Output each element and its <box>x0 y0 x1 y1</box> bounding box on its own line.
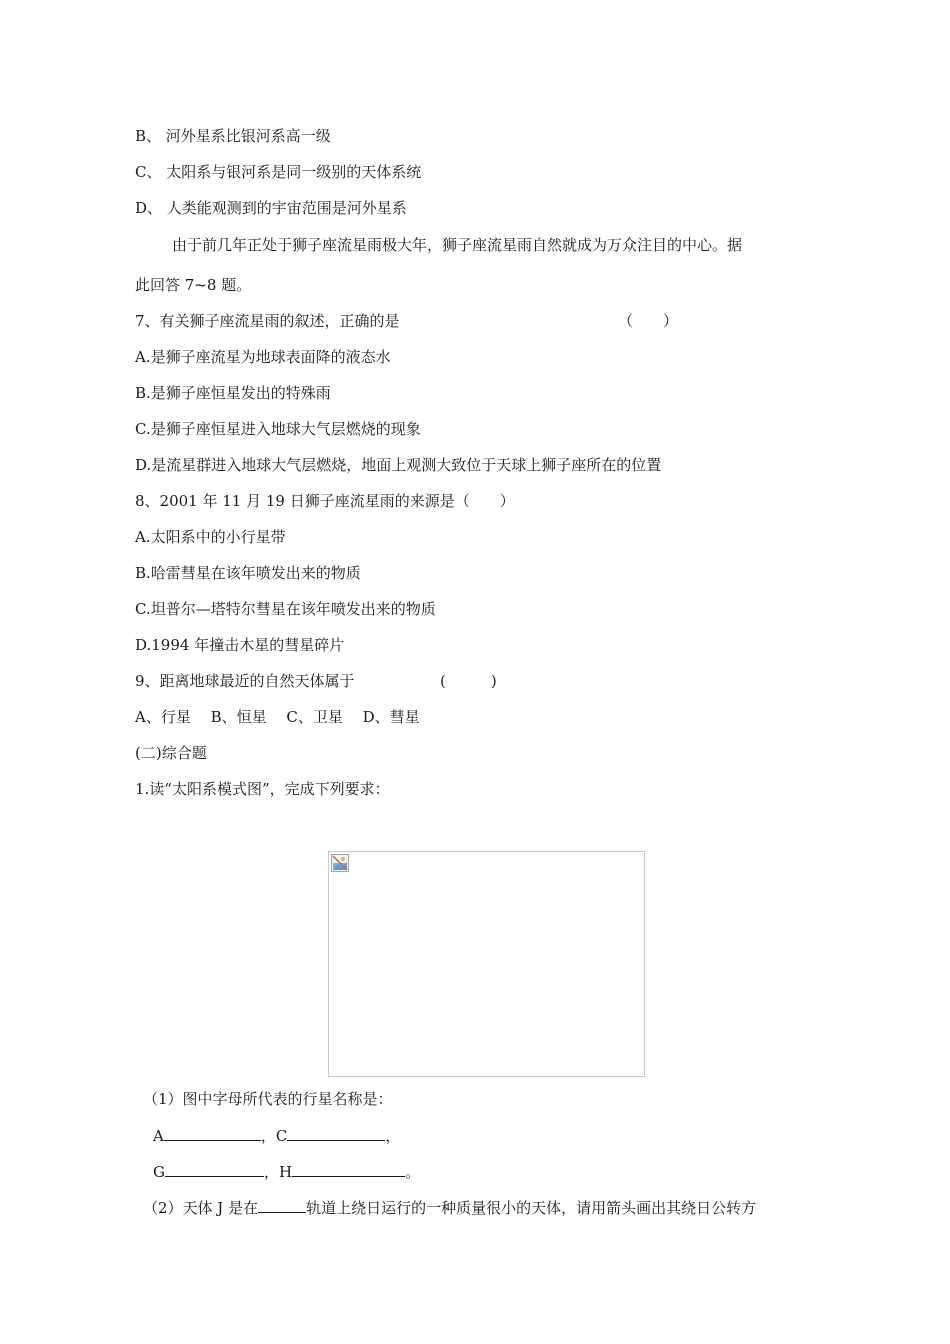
subquestion-2-start: （2）天体 J 是在 <box>143 1199 259 1217</box>
question-7-option-b: B.是狮子座恒星发出的特殊雨 <box>135 384 331 402</box>
intro-paragraph-line1: 由于前几年正处于狮子座流星雨极大年，狮子座流星雨自然就成为万众注目的中心。据 <box>172 236 743 254</box>
separator: ， <box>263 1163 279 1181</box>
question-7-option-a: A.是狮子座流星为地球表面降的液态水 <box>135 348 391 366</box>
question-9-stem: 9、距离地球最近的自然天体属于 <box>135 672 355 690</box>
subquestion-1: （1）图中字母所代表的行星名称是： <box>143 1090 393 1108</box>
solar-system-diagram-placeholder <box>328 851 645 1077</box>
answer-row-g-h <box>153 1161 420 1182</box>
label-c: C <box>275 1127 288 1145</box>
question-7-option-c: C.是狮子座恒星进入地球大气层燃烧的现象 <box>135 420 421 438</box>
blank-g[interactable] <box>165 1161 264 1177</box>
row-end: ， <box>385 1127 401 1145</box>
question-7-answer-paren: （ ） <box>618 312 679 330</box>
subquestion-2 <box>143 1197 756 1218</box>
question-8-option-b: B.哈雷彗星在该年喷发出来的物质 <box>135 564 361 582</box>
broken-image-icon <box>331 854 349 872</box>
blank-c[interactable] <box>287 1125 385 1141</box>
option-6c: C、 太阳系与银河系是同一级别的天体系统 <box>135 163 422 181</box>
question-7-option-d: D.是流星群进入地球大气层燃烧，地面上观测大致位于天球上狮子座所在的位置 <box>135 456 662 474</box>
question-7-stem: 7、有关狮子座流星雨的叙述，正确的是 <box>135 312 400 330</box>
label-h: H <box>279 1163 293 1181</box>
question-8-option-d: D.1994 年撞击木星的彗星碎片 <box>135 636 345 654</box>
question-8-option-a: A.太阳系中的小行星带 <box>135 528 286 546</box>
option-6d: D、 人类能观测到的宇宙范围是河外星系 <box>135 199 407 217</box>
section-heading: (二)综合题 <box>135 744 207 762</box>
question-8-option-c: C.坦普尔—塔特尔彗星在该年喷发出来的物质 <box>135 600 436 618</box>
blank-orbit[interactable] <box>258 1197 306 1213</box>
question-9-options: A、行星 B、恒星 C、卫星 D、彗星 <box>135 708 420 726</box>
comprehensive-question-1-stem: 1.读“太阳系模式图”，完成下列要求： <box>135 780 390 798</box>
blank-a[interactable] <box>164 1125 261 1141</box>
question-8-stem: 8、2001 年 11 月 19 日狮子座流星雨的来源是（ ） <box>135 492 515 510</box>
question-9-answer-paren: ( ) <box>440 672 497 690</box>
answer-row-a-c <box>153 1125 400 1146</box>
row-end: 。 <box>405 1163 421 1181</box>
separator: ， <box>260 1127 276 1145</box>
blank-h[interactable] <box>292 1161 405 1177</box>
option-6b: B、 河外星系比银河系高一级 <box>135 127 331 145</box>
intro-paragraph-line2: 此回答 7~8 题。 <box>135 276 252 294</box>
label-g: G <box>153 1163 165 1181</box>
label-a: A <box>153 1127 164 1145</box>
subquestion-2-end: 轨道上绕日运行的一种质量很小的天体，请用箭头画出其绕日公转方 <box>306 1199 757 1217</box>
